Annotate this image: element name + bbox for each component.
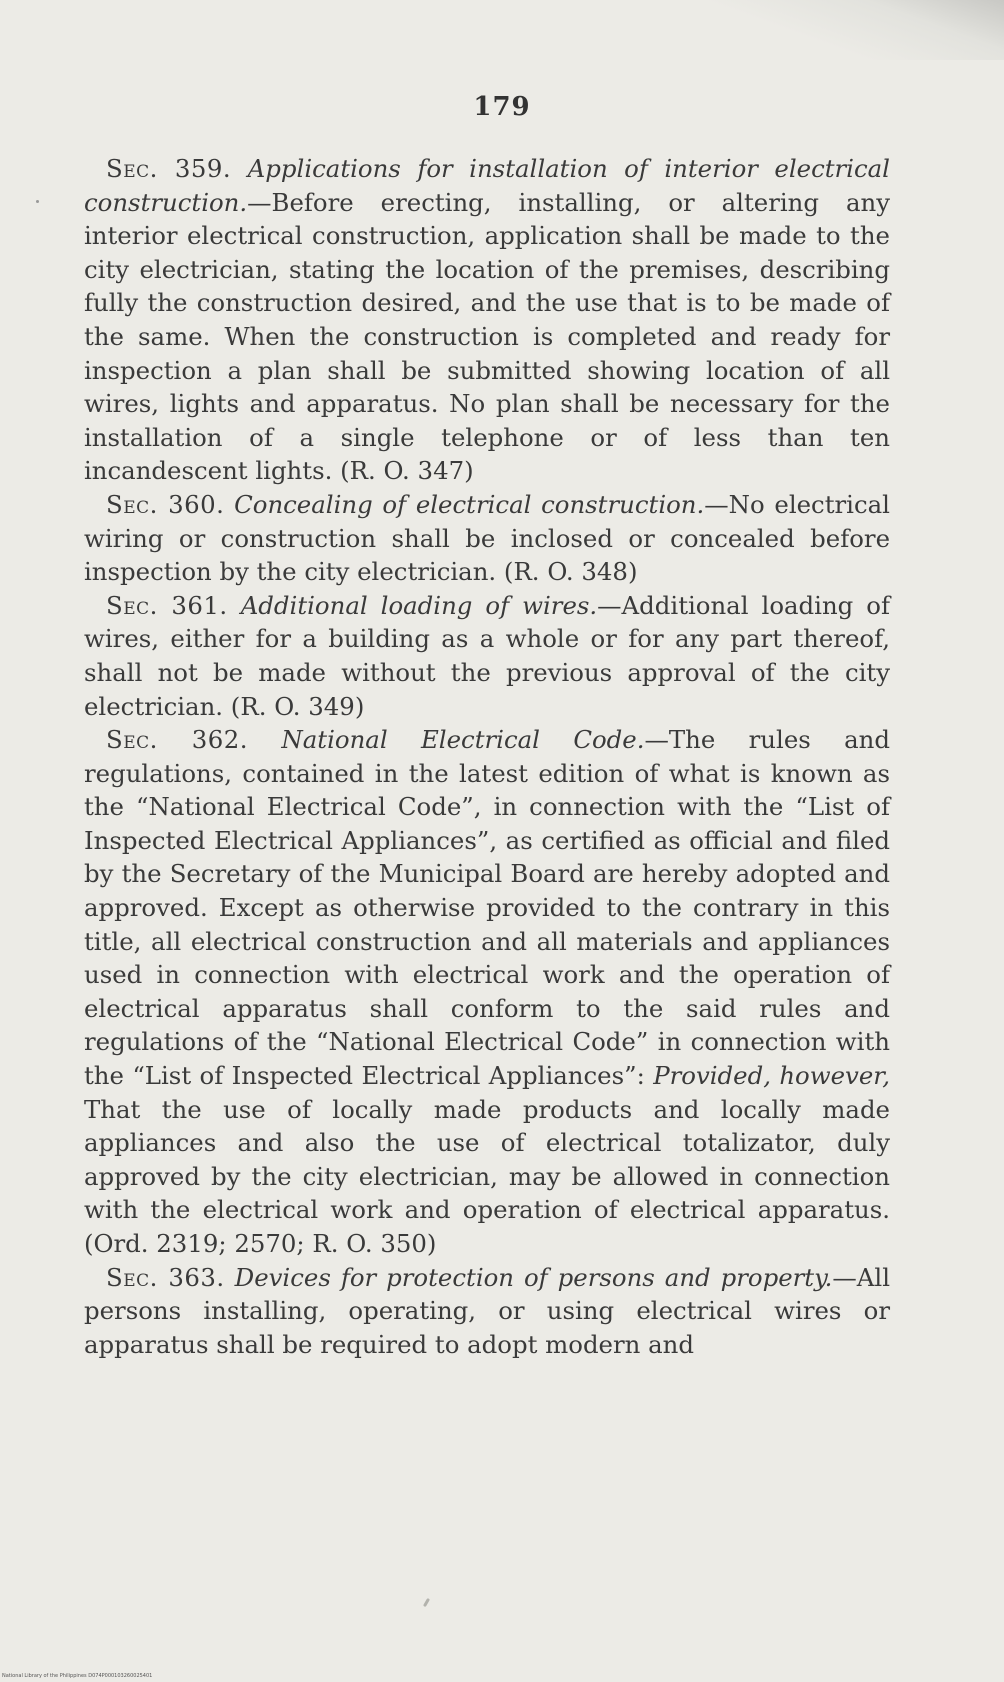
section-text: —All persons installing, operating, or using electrical wires or apparatus shall be required to adopt modern and <box>84 1262 890 1359</box>
page-speck <box>423 1598 430 1607</box>
section-label: Sec. 359. <box>106 154 232 183</box>
section-text: —Additional loading of wires, either for a building as a whole or for any part thereof, shall not be made without the previous approval of the city electrician. (R. O. 349) <box>84 590 890 721</box>
page-number: 179 <box>473 92 531 122</box>
section-359 <box>84 152 890 488</box>
library-stamp: National Library of the Philippines D074P000103260025401 <box>2 1673 153 1679</box>
section-363 <box>84 1261 890 1362</box>
section-text: —The rules and regulations, contained in the latest edition of what is known as the “National Electrical Code”, in connection with the “List of Inspected Electrical Appliances”, as certified as official and filed by the Secretary of the Municipal Board are hereby adopted and approved. Except as otherwise provided to the contrary in this title, all electrical construction and all materials and appliances used in connection with electrical work and the operation of electrical apparatus shall conform to the said rules and regulations of the “National Electrical Code” in connection with the “List of Inspected Electrical Appliances”: <box>84 725 890 1091</box>
section-title: Concealing of electrical construction. <box>234 489 705 519</box>
section-title: National Electrical Code. <box>281 725 645 755</box>
section-label: Sec. 361. <box>106 590 228 620</box>
section-title: Additional loading of wires. <box>240 590 598 620</box>
section-361 <box>84 589 890 723</box>
section-label: Sec. 360. <box>106 489 225 519</box>
section-title: Devices for protection of persons and property. <box>234 1262 833 1292</box>
section-362 <box>84 723 890 1261</box>
margin-speck <box>36 200 39 203</box>
proviso-clause: Provided, however, <box>653 1061 890 1091</box>
document-body <box>84 152 890 1361</box>
scan-edge-shadow <box>704 0 1004 60</box>
section-title: Applications for installation of interior electrical construction. <box>84 154 890 217</box>
section-text: —No electrical wiring or construction shall be inclosed or concealed before inspection by the city electrician. (R. O. 348) <box>84 489 890 587</box>
section-text-continued: That the use of locally made products and locally made appliances and also the use of electrical totalizator, duly approved by the city electrician, may be allowed in connection with the electrical work and operation of electrical apparatus. (Ord. 2319; 2570; R. O. 350) <box>84 1094 890 1258</box>
section-label: Sec. 363. <box>106 1262 225 1292</box>
section-360 <box>84 488 890 589</box>
section-label: Sec. 362. <box>106 725 249 755</box>
section-text: —Before erecting, installing, or altering any interior electrical construction, application shall be made to the city electrician, stating the location of the premises, describing fully the construction desired, and the use that is to be made of the same. When the construction is completed and ready for inspection a plan shall be submitted showing location of all wires, lights and apparatus. No plan shall be necessary for the installation of a single telephone or of less than ten incandescent lights. (R. O. 347) <box>84 187 890 486</box>
